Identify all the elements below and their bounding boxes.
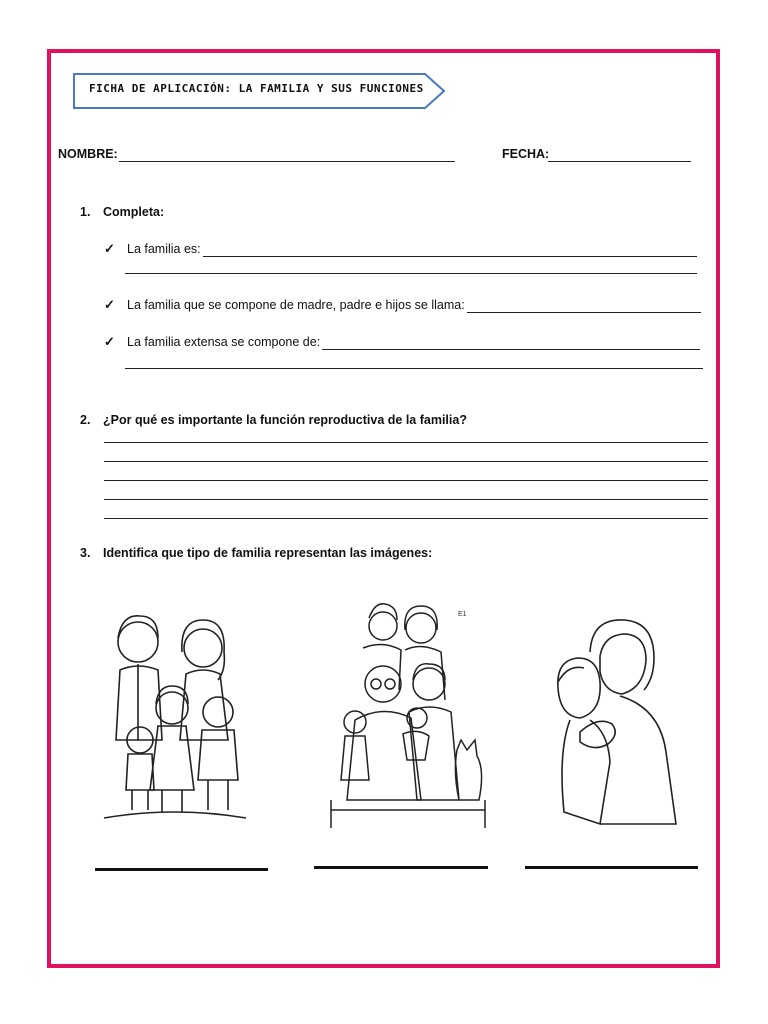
q2-answer-line[interactable] [104, 480, 708, 481]
title-banner [73, 73, 445, 109]
worksheet-title: FICHA DE APLICACIÓN: LA FAMILIA Y SUS FUNCIONES [89, 82, 424, 95]
q1-item-2: La familia que se compone de madre, padre e hijos se llama: [127, 298, 465, 312]
q2-text: ¿Por qué es importante la función reproductiva de la familia? [103, 413, 467, 427]
q3-text: Identifica que tipo de familia representan las imágenes: [103, 546, 433, 560]
q2-answer-line[interactable] [104, 518, 708, 519]
q2-answer-line[interactable] [104, 499, 708, 500]
q1-item-1-answer-line-2[interactable] [125, 273, 697, 274]
extended-family-illustration [325, 600, 490, 830]
q2-number: 2. [80, 413, 91, 427]
checkmark-icon: ✓ [104, 334, 115, 349]
q1-item-1-answer-line[interactable] [203, 256, 697, 257]
q1-text: Completa: [103, 205, 165, 219]
q1-item-1: La familia es: [127, 242, 201, 256]
image-1-answer-line[interactable] [95, 868, 268, 871]
image-mark: E1 [458, 611, 467, 618]
q2-answer-line[interactable] [104, 461, 708, 462]
q3-number: 3. [80, 546, 91, 560]
nuclear-family-illustration [100, 600, 250, 825]
name-label: NOMBRE: [58, 147, 118, 161]
q2-answer-line[interactable] [104, 442, 708, 443]
q1-item-3: La familia extensa se compone de: [127, 335, 321, 349]
image-2-answer-line[interactable] [314, 866, 488, 869]
q1-item-3-answer-line[interactable] [322, 349, 700, 350]
date-label: FECHA: [502, 147, 550, 161]
q1-item-3-answer-line-2[interactable] [125, 368, 703, 369]
checkmark-icon: ✓ [104, 241, 115, 256]
page-border [47, 49, 720, 968]
image-3-answer-line[interactable] [525, 866, 698, 869]
date-field[interactable] [548, 161, 691, 162]
name-field[interactable] [119, 161, 455, 162]
q1-number: 1. [80, 205, 91, 219]
q1-item-2-answer-line[interactable] [467, 312, 701, 313]
single-parent-family-illustration [550, 612, 685, 830]
checkmark-icon: ✓ [104, 297, 115, 312]
